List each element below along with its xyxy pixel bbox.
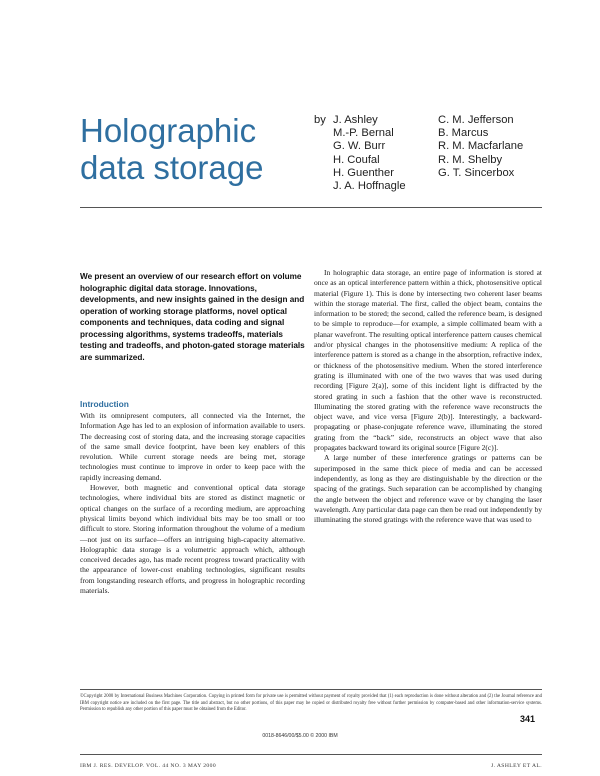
paragraph: In holographic data storage, an entire page of information is stored at once as an optical interference pattern within a thick, photosensitive optical material (Figure 1). This is done by intersecting two coherent laser beams within the storage material. The first, called the object beam, contains the information to be stored; the second, called the reference beam, is designed to be simple to reproduce—for example, a simple collimated beam with a planar wavefront. The resulting optical interference pattern causes chemical and/or physical changes in the photosensitive medium: A replica of the interference pattern is stored as a change in the absorption, refractive index, or thickness of the photosensitive medium. When the stored interference grating is illuminated with one of the two waves that was used during recording [Figure 2(a)], some of this incident light is diffracted by the stored grating in such a fashion that the other wave is reconstructed. Illuminating the stored grating with the reference wave reconstructs the object wave, and vice versa [Figure 2(b)]. Interestingly, a backward-propagating or phase-conjugate reference wave, illuminating the stored grating from the “back” side, reconstructs an object wave that also propagates backward toward its original source [Figure 2(c)]. [314, 268, 542, 453]
title-line-1: Holographic [80, 112, 257, 149]
author-name: C. M. Jefferson [438, 114, 514, 126]
running-head-journal: IBM J. RES. DEVELOP. VOL. 44 NO. 3 MAY 2000 [80, 763, 217, 769]
footer-divider [80, 754, 542, 755]
title-line-2: data storage [80, 149, 264, 186]
body-column-left [80, 411, 305, 596]
author-list-column-2 [438, 114, 523, 180]
author-list-column-1 [333, 114, 406, 193]
paragraph: With its omnipresent computers, all connected via the Internet, the Information Age has led to an explosion of information available to users. The decreasing cost of storing data, and the increasing storage capacities of the same small device footprint, have been key enablers of this revolution. While current storage needs are being met, storage technologies must continue to improve in order to keep pace with the rapidly increasing demand. [80, 411, 305, 482]
author-name: H. Guenther [333, 166, 394, 179]
header-divider [80, 207, 542, 208]
author-name: G. W. Burr [333, 140, 386, 153]
body-column-right [314, 268, 542, 525]
copyright-footnote: ©Copyright 2000 by International Business Machines Corporation. Copying in printed form for private use is permitted without payment of royalty provided that (1) each reproduction is done without alteration and (2) the Journal reference and IBM copyright notice are included on the first page. The title and abstract, but no other portions, of this paper may be copied or distributed royalty free without further permission by computer-based and other information-service systems. Permission to republish any other portion of this paper must be obtained from the Editor. [80, 694, 542, 713]
footnote-divider [80, 689, 542, 690]
author-name: J. Ashley [333, 114, 378, 126]
author-prefix [314, 114, 326, 127]
author-name: R. M. Macfarlane [438, 140, 524, 153]
section-heading-introduction: Introduction [80, 399, 129, 409]
by-label: by [314, 114, 326, 126]
author-name: R. M. Shelby [438, 153, 503, 166]
running-head-authors: J. ASHLEY ET AL. [491, 763, 542, 769]
paragraph: A large number of these interference gratings or patterns can be superimposed in the same thick piece of media and can be accessed independently, as long as they are distinguishable by the direction or the spacing of the gratings. Such separation can be accomplished by changing the angle between the object and reference wave or by changing the laser wavelength. Any particular data page can then be read out independently by illuminating the stored gratings with the reference wave that was used to [314, 453, 542, 525]
author-name: H. Coufal [333, 153, 380, 166]
author-name: G. T. Sincerbox [438, 166, 515, 179]
author-name: M.-P. Bernal [333, 127, 394, 140]
page-number: 341 [520, 714, 536, 724]
article-title [80, 112, 320, 186]
author-name: B. Marcus [438, 127, 489, 140]
issn-line: 0018-8646/00/$5.00 © 2000 IBM [262, 733, 338, 739]
author-name: J. A. Hoffnagle [333, 180, 406, 193]
paragraph: However, both magnetic and conventional optical data storage technologies, where individual bits are stored as distinct magnetic or optical changes on the surface of a recording medium, are approaching physical limits beyond which individual bits may be too small or too difficult to store. Storing information throughout the volume of a medium—not just on its surface—offers an intriguing high-capacity alternative. Holographic data storage is a volumetric approach which, although conceived decades ago, has made recent progress toward practicality with the appearance of lower-cost enabling technologies, significant results from longstanding research efforts, and progress in holographic recording materials. [80, 483, 305, 596]
abstract: We present an overview of our research effort on volume holographic digital data storage. Innovations, developments, and new insights gained in the design and operation of working storage platforms, novel optical components and techniques, data coding and signal processing algorithms, systems tradeoffs, materials testing and tradeoffs, and photon-gated storage materials are summarized. [80, 272, 305, 362]
